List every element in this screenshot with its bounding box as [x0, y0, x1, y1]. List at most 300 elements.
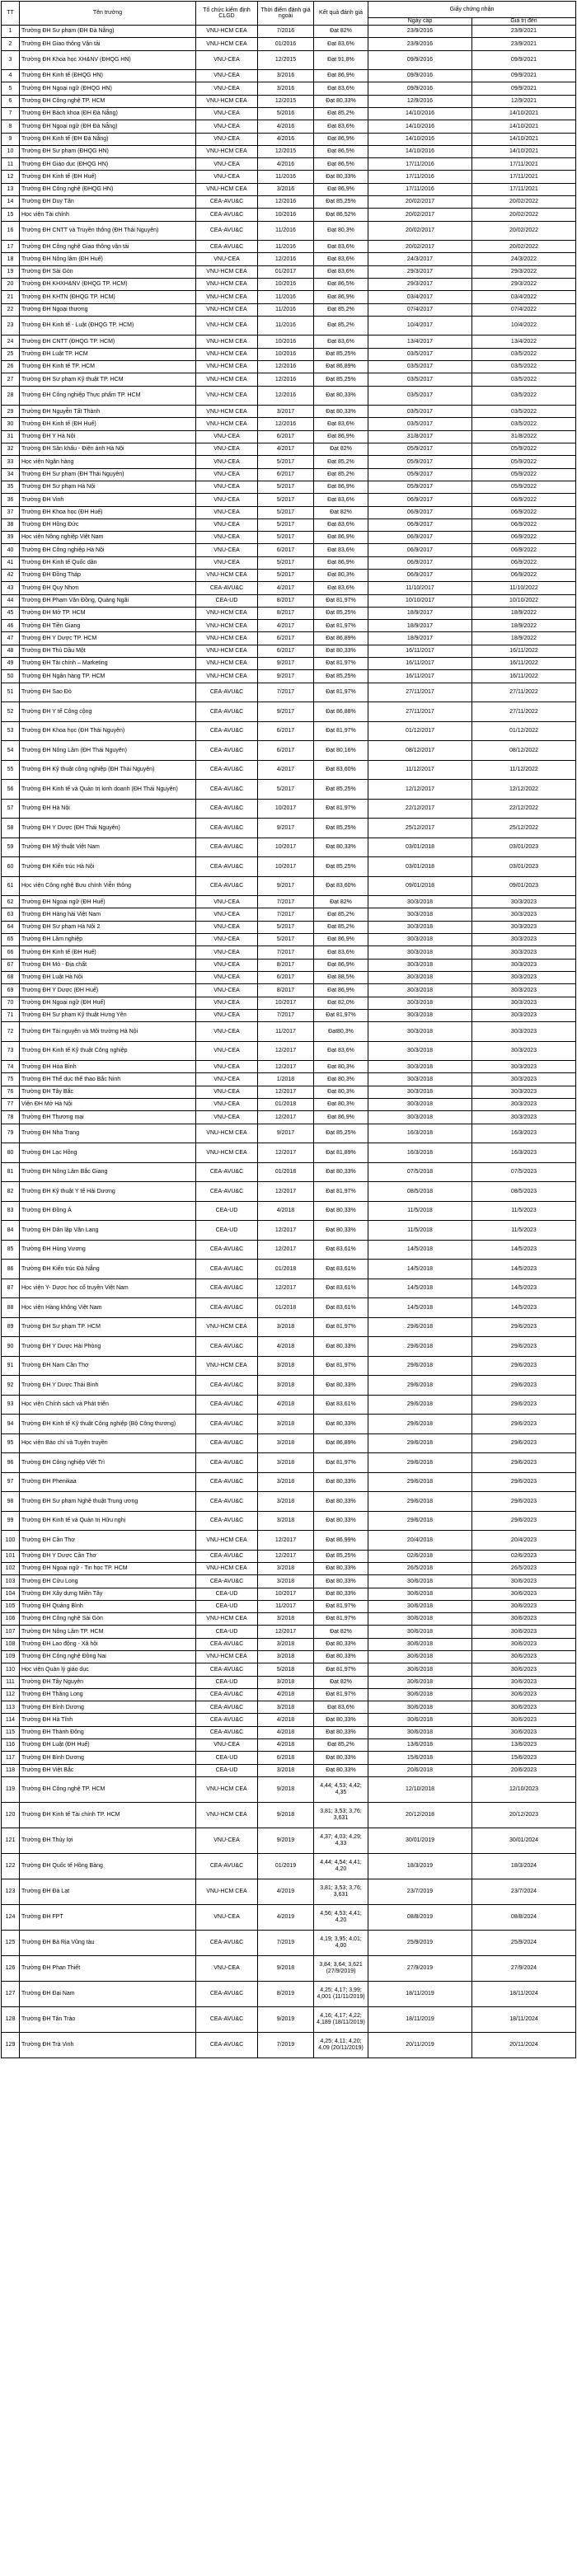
valid-until-cell: 18/9/2022: [472, 632, 576, 645]
accreditation-org-cell: VNU-HCM CEA: [196, 145, 258, 157]
evaluation-time-cell: 3/2018: [258, 1764, 314, 1776]
issue-date-cell: 14/5/2018: [368, 1298, 472, 1318]
table-row: [2, 1061, 576, 1073]
table-row: [2, 1562, 576, 1574]
evaluation-result-cell: Đạt 83,6%: [314, 946, 368, 959]
evaluation-result-cell: Đạt 85,25%: [314, 780, 368, 800]
evaluation-result-cell: Đạt 80,33%: [314, 1201, 368, 1221]
valid-until-cell: 03/5/2022: [472, 348, 576, 360]
evaluation-time-cell: 01/2018: [258, 1298, 314, 1318]
evaluation-result-cell: Đạt 85,25%: [314, 1124, 368, 1143]
evaluation-time-cell: 12/2016: [258, 386, 314, 406]
valid-until-cell: 16/3/2023: [472, 1143, 576, 1163]
valid-until-cell: 16/3/2023: [472, 1124, 576, 1143]
issue-date-cell: 08/5/2018: [368, 1182, 472, 1202]
issue-date-cell: 03/5/2017: [368, 406, 472, 418]
evaluation-time-cell: 01/2016: [258, 38, 314, 50]
valid-until-cell: 11/5/2023: [472, 1201, 576, 1221]
school-name-cell: Trường ĐH Hà Tĩnh: [20, 1714, 196, 1726]
issue-date-cell: 29/6/2018: [368, 1356, 472, 1376]
accreditation-org-cell: CEA-UD: [196, 1626, 258, 1638]
accreditation-org-cell: VNU-CEA: [196, 518, 258, 531]
school-name-cell: Trường ĐH Tiền Giang: [20, 620, 196, 632]
header-name: Tên trường: [20, 2, 196, 26]
issue-date-cell: 22/12/2017: [368, 799, 472, 819]
evaluation-time-cell: 3/2016: [258, 70, 314, 82]
evaluation-time-cell: 11/2017: [258, 1022, 314, 1042]
school-name-cell: Trường ĐH FPT: [20, 1904, 196, 1930]
accreditation-org-cell: VNU-CEA: [196, 1099, 258, 1111]
evaluation-result-cell: Đạt 81,97%: [314, 683, 368, 702]
row-number-cell: 48: [2, 645, 20, 657]
row-number-cell: 4: [2, 70, 20, 82]
accreditation-org-cell: CEA-UD: [196, 1676, 258, 1688]
issue-date-cell: 20/02/2017: [368, 209, 472, 221]
row-number-cell: 51: [2, 683, 20, 702]
issue-date-cell: 29/6/2018: [368, 1511, 472, 1531]
issue-date-cell: 29/6/2018: [368, 1492, 472, 1512]
evaluation-result-cell: Đạt 86,5%: [314, 158, 368, 171]
accreditation-org-cell: CEA-AVU&C: [196, 1453, 258, 1473]
table-row: [2, 799, 576, 819]
school-name-cell: Trường ĐH Kỹ thuật công nghiệp (ĐH Thái Nguyên): [20, 760, 196, 780]
valid-until-cell: 23/9/2021: [472, 26, 576, 38]
valid-until-cell: 06/9/2022: [472, 556, 576, 569]
evaluation-result-cell: Đạt 80,33%: [314, 1726, 368, 1738]
table-row: [2, 279, 576, 291]
valid-until-cell: 07/4/2022: [472, 303, 576, 316]
valid-until-cell: 13/6/2023: [472, 1739, 576, 1752]
evaluation-time-cell: 4/2019: [258, 1879, 314, 1904]
school-name-cell: Trường ĐH Đà Lạt: [20, 1879, 196, 1904]
accreditation-org-cell: VNU-CEA: [196, 934, 258, 946]
evaluation-result-cell: Đạt 86,9%: [314, 430, 368, 443]
row-number-cell: 22: [2, 303, 20, 316]
evaluation-result-cell: Đạt 85,25%: [314, 348, 368, 360]
row-number-cell: 87: [2, 1279, 20, 1298]
row-number-cell: 89: [2, 1317, 20, 1337]
valid-until-cell: 30/3/2023: [472, 971, 576, 983]
evaluation-time-cell: 6/2018: [258, 1752, 314, 1764]
row-number-cell: 50: [2, 670, 20, 683]
valid-until-cell: 29/6/2023: [472, 1472, 576, 1492]
evaluation-time-cell: 6/2017: [258, 544, 314, 556]
issue-date-cell: 07/5/2018: [368, 1162, 472, 1182]
table-row: [2, 1162, 576, 1182]
accreditation-org-cell: VNU-HCM CEA: [196, 386, 258, 406]
evaluation-time-cell: 12/2017: [258, 1626, 314, 1638]
issue-date-cell: 29/3/2017: [368, 265, 472, 278]
table-row: [2, 183, 576, 195]
valid-until-cell: 09/9/2021: [472, 82, 576, 95]
valid-until-cell: 11/10/2022: [472, 582, 576, 594]
evaluation-result-cell: Đạt 81,97%: [314, 1600, 368, 1612]
row-number-cell: 129: [2, 2032, 20, 2058]
valid-until-cell: 03/5/2022: [472, 386, 576, 406]
issue-date-cell: 06/9/2017: [368, 518, 472, 531]
issue-date-cell: 14/10/2016: [368, 120, 472, 133]
table-row: [2, 1086, 576, 1098]
evaluation-time-cell: 11/2016: [258, 316, 314, 335]
row-number-cell: 64: [2, 921, 20, 933]
evaluation-time-cell: 3/2018: [258, 1562, 314, 1574]
issue-date-cell: 29/6/2018: [368, 1337, 472, 1357]
school-name-cell: Trường ĐH Ngoại ngữ (ĐH Huế): [20, 896, 196, 908]
table-row: [2, 984, 576, 997]
valid-until-cell: 20/6/2023: [472, 1764, 576, 1776]
issue-date-cell: 30/6/2018: [368, 1613, 472, 1626]
table-row: [2, 145, 576, 157]
evaluation-time-cell: 5/2017: [258, 569, 314, 581]
row-number-cell: 84: [2, 1221, 20, 1241]
valid-until-cell: 30/6/2023: [472, 1676, 576, 1688]
evaluation-time-cell: 3/2018: [258, 1492, 314, 1512]
issue-date-cell: 29/6/2018: [368, 1415, 472, 1434]
valid-until-cell: 01/12/2022: [472, 721, 576, 741]
accreditation-org-cell: VNU-HCM CEA: [196, 373, 258, 386]
issue-date-cell: 20/6/2018: [368, 1764, 472, 1776]
row-number-cell: 42: [2, 569, 20, 581]
school-name-cell: Học viện Tài chính: [20, 209, 196, 221]
school-name-cell: Học viện Y- Dược học cổ truyền Việt Nam: [20, 1279, 196, 1298]
issue-date-cell: 20/4/2018: [368, 1531, 472, 1551]
table-row: [2, 335, 576, 348]
valid-until-cell: 29/6/2023: [472, 1376, 576, 1396]
table-row: [2, 896, 576, 908]
evaluation-time-cell: 5/2017: [258, 556, 314, 569]
evaluation-time-cell: 7/2017: [258, 896, 314, 908]
evaluation-time-cell: 01/2018: [258, 1099, 314, 1111]
row-number-cell: 118: [2, 1764, 20, 1776]
valid-until-cell: 14/5/2023: [472, 1298, 576, 1318]
row-number-cell: 14: [2, 196, 20, 209]
evaluation-result-cell: Đạt 80,33%: [314, 406, 368, 418]
school-name-cell: Trường ĐH Luật Hà Nội: [20, 971, 196, 983]
evaluation-result-cell: Đạt 81,97%: [314, 1317, 368, 1337]
row-number-cell: 74: [2, 1061, 20, 1073]
evaluation-time-cell: 9/2018: [258, 1776, 314, 1802]
table-row: [2, 1472, 576, 1492]
evaluation-result-cell: Đạt 81,97%: [314, 1182, 368, 1202]
evaluation-result-cell: 4,25; 4,11; 4,20; 4,09 (20/11/2019): [314, 2032, 368, 2058]
table-row: [2, 26, 576, 38]
valid-until-cell: 05/9/2022: [472, 456, 576, 468]
valid-until-cell: 30/3/2023: [472, 959, 576, 971]
table-row: [2, 209, 576, 221]
evaluation-result-cell: Đạt 85,25%: [314, 857, 368, 877]
table-row: [2, 241, 576, 253]
issue-date-cell: 14/5/2018: [368, 1260, 472, 1279]
school-name-cell: Trường ĐH Luật TP. HCM: [20, 348, 196, 360]
issue-date-cell: 29/6/2018: [368, 1472, 472, 1492]
row-number-cell: 32: [2, 443, 20, 456]
issue-date-cell: 12/9/2016: [368, 95, 472, 107]
row-number-cell: 23: [2, 316, 20, 335]
row-number-cell: 9: [2, 133, 20, 145]
valid-until-cell: 05/9/2022: [472, 468, 576, 481]
row-number-cell: 124: [2, 1904, 20, 1930]
accreditation-org-cell: VNU-HCM CEA: [196, 1879, 258, 1904]
evaluation-time-cell: 10/2017: [258, 799, 314, 819]
accreditation-org-cell: VNU-HCM CEA: [196, 265, 258, 278]
issue-date-cell: 05/9/2017: [368, 443, 472, 456]
school-name-cell: Trường ĐH Đồng Tháp: [20, 569, 196, 581]
row-number-cell: 33: [2, 456, 20, 468]
school-name-cell: Trường ĐH Dân lập Văn Lang: [20, 1221, 196, 1241]
school-name-cell: Trường ĐH Công nghệ TP. HCM: [20, 95, 196, 107]
table-row: [2, 171, 576, 183]
accreditation-org-cell: CEA-AVU&C: [196, 1638, 258, 1650]
row-number-cell: 102: [2, 1562, 20, 1574]
table-row: [2, 1143, 576, 1163]
row-number-cell: 70: [2, 997, 20, 1009]
row-number-cell: 28: [2, 386, 20, 406]
row-number-cell: 5: [2, 82, 20, 95]
table-row: [2, 1752, 576, 1764]
issue-date-cell: 30/3/2018: [368, 921, 472, 933]
school-name-cell: Trường ĐH Sư phạm (ĐH Thái Nguyên): [20, 468, 196, 481]
row-number-cell: 98: [2, 1492, 20, 1512]
issue-date-cell: 16/3/2018: [368, 1124, 472, 1143]
evaluation-time-cell: 9/2017: [258, 702, 314, 722]
evaluation-time-cell: 3/2018: [258, 1638, 314, 1650]
evaluation-time-cell: 12/2017: [258, 1279, 314, 1298]
school-name-cell: Trường ĐH Ngoại ngữ (ĐH Huế): [20, 997, 196, 1009]
evaluation-time-cell: 9/2017: [258, 876, 314, 896]
accreditation-org-cell: CEA-AVU&C: [196, 1726, 258, 1738]
evaluation-result-cell: Đạt 85,2%: [314, 107, 368, 120]
evaluation-result-cell: Đạt 80,33%: [314, 386, 368, 406]
row-number-cell: 101: [2, 1550, 20, 1562]
issue-date-cell: 30/3/2018: [368, 997, 472, 1009]
evaluation-time-cell: 3/2016: [258, 82, 314, 95]
evaluation-result-cell: Đạt 80,33%: [314, 1650, 368, 1663]
table-row: [2, 1317, 576, 1337]
table-row: [2, 443, 576, 456]
issue-date-cell: 05/9/2017: [368, 481, 472, 493]
evaluation-time-cell: 11/2016: [258, 291, 314, 303]
row-number-cell: 85: [2, 1240, 20, 1260]
evaluation-result-cell: Đạt 81,97%: [314, 620, 368, 632]
accreditation-org-cell: VNU-CEA: [196, 959, 258, 971]
issue-date-cell: 11/12/2017: [368, 760, 472, 780]
table-row: [2, 607, 576, 619]
row-number-cell: 7: [2, 107, 20, 120]
row-number-cell: 21: [2, 291, 20, 303]
evaluation-result-cell: Đạt 80,3%: [314, 1073, 368, 1086]
issue-date-cell: 06/9/2017: [368, 556, 472, 569]
row-number-cell: 12: [2, 171, 20, 183]
issue-date-cell: 30/6/2018: [368, 1588, 472, 1600]
table-row: [2, 532, 576, 544]
evaluation-time-cell: 3/2018: [258, 1453, 314, 1473]
school-name-cell: Trường ĐH Kinh tế (ĐH Huế): [20, 946, 196, 959]
school-name-cell: Trường ĐH Trà Vinh: [20, 2032, 196, 2058]
evaluation-result-cell: Đạt 83,6%: [314, 253, 368, 265]
row-number-cell: 43: [2, 582, 20, 594]
row-number-cell: 95: [2, 1433, 20, 1453]
table-row: [2, 291, 576, 303]
evaluation-time-cell: 9/2017: [258, 819, 314, 838]
table-row: [2, 1279, 576, 1298]
accreditation-org-cell: VNU-HCM CEA: [196, 361, 258, 373]
row-number-cell: 94: [2, 1415, 20, 1434]
issue-date-cell: 30/3/2018: [368, 1073, 472, 1086]
table-row: [2, 494, 576, 506]
school-name-cell: Trường ĐH Lao động - Xã hội: [20, 1638, 196, 1650]
table-row: [2, 971, 576, 983]
accreditation-org-cell: CEA-AVU&C: [196, 760, 258, 780]
issue-date-cell: 16/11/2017: [368, 645, 472, 657]
row-number-cell: 29: [2, 406, 20, 418]
issue-date-cell: 18/9/2017: [368, 632, 472, 645]
school-name-cell: Trường ĐH Cửu Long: [20, 1575, 196, 1588]
evaluation-result-cell: Đạt 80,33%: [314, 1638, 368, 1650]
evaluation-result-cell: Đạt 83,6%: [314, 82, 368, 95]
valid-until-cell: 30/6/2023: [472, 1626, 576, 1638]
table-row: [2, 430, 576, 443]
evaluation-result-cell: Đạt 80,33%: [314, 1575, 368, 1588]
accreditation-org-cell: VNU-CEA: [196, 171, 258, 183]
evaluation-result-cell: 3,84; 3,64; 3,621 (27/9/2019): [314, 1955, 368, 1981]
issue-date-cell: 11/5/2018: [368, 1221, 472, 1241]
row-number-cell: 6: [2, 95, 20, 107]
issue-date-cell: 17/11/2016: [368, 183, 472, 195]
school-name-cell: Trường ĐH Hòa Bình: [20, 1061, 196, 1073]
school-name-cell: Trường ĐH Y Hà Nội: [20, 430, 196, 443]
header-valid-until: Giá trị đến: [472, 18, 576, 26]
valid-until-cell: 09/9/2021: [472, 70, 576, 82]
table-row: [2, 1802, 576, 1828]
accreditation-table: [1, 1, 576, 2058]
issue-date-cell: 08/8/2019: [368, 1904, 472, 1930]
accreditation-org-cell: VNU-CEA: [196, 556, 258, 569]
valid-until-cell: 08/12/2022: [472, 741, 576, 761]
issue-date-cell: 03/01/2018: [368, 838, 472, 857]
issue-date-cell: 20/02/2017: [368, 196, 472, 209]
valid-until-cell: 30/3/2023: [472, 1086, 576, 1098]
accreditation-org-cell: VNU-CEA: [196, 908, 258, 921]
row-number-cell: 71: [2, 1009, 20, 1021]
evaluation-result-cell: Đạt 86,9%: [314, 291, 368, 303]
evaluation-result-cell: Đạt 81,97%: [314, 1613, 368, 1626]
evaluation-time-cell: 7/2017: [258, 946, 314, 959]
row-number-cell: 68: [2, 971, 20, 983]
accreditation-org-cell: VNU-HCM CEA: [196, 1317, 258, 1337]
evaluation-time-cell: 3/2018: [258, 1575, 314, 1588]
valid-until-cell: 12/9/2021: [472, 95, 576, 107]
evaluation-time-cell: 10/2017: [258, 997, 314, 1009]
school-name-cell: Trường ĐH Giáo dục (ĐHQG HN): [20, 158, 196, 171]
valid-until-cell: 07/5/2023: [472, 1162, 576, 1182]
evaluation-time-cell: 5/2017: [258, 934, 314, 946]
valid-until-cell: 29/6/2023: [472, 1511, 576, 1531]
table-row: [2, 1415, 576, 1434]
school-name-cell: Trường ĐH Cần Thơ: [20, 1531, 196, 1551]
issue-date-cell: 30/3/2018: [368, 908, 472, 921]
row-number-cell: 26: [2, 361, 20, 373]
valid-until-cell: 20/02/2022: [472, 209, 576, 221]
row-number-cell: 97: [2, 1472, 20, 1492]
evaluation-time-cell: 11/2016: [258, 241, 314, 253]
evaluation-result-cell: Đạt 80,33%: [314, 1376, 368, 1396]
issue-date-cell: 25/12/2017: [368, 819, 472, 838]
evaluation-time-cell: 3/2018: [258, 1676, 314, 1688]
evaluation-time-cell: 3/2018: [258, 1650, 314, 1663]
evaluation-time-cell: 3/2018: [258, 1472, 314, 1492]
accreditation-org-cell: VNU-HCM CEA: [196, 1356, 258, 1376]
row-number-cell: 103: [2, 1575, 20, 1588]
school-name-cell: Trường ĐH Hùng Vương: [20, 1240, 196, 1260]
issue-date-cell: 30/3/2018: [368, 984, 472, 997]
evaluation-result-cell: Đạt 86,9%: [314, 70, 368, 82]
valid-until-cell: 20/02/2022: [472, 241, 576, 253]
row-number-cell: 1: [2, 26, 20, 38]
table-row: [2, 1726, 576, 1738]
evaluation-time-cell: 7/2019: [258, 2032, 314, 2058]
accreditation-org-cell: VNU-CEA: [196, 253, 258, 265]
row-number-cell: 62: [2, 896, 20, 908]
table-row: [2, 741, 576, 761]
table-row: [2, 348, 576, 360]
accreditation-org-cell: VNU-CEA: [196, 481, 258, 493]
evaluation-time-cell: 9/2017: [258, 658, 314, 670]
evaluation-time-cell: 3/2018: [258, 1317, 314, 1337]
accreditation-org-cell: VNU-HCM CEA: [196, 303, 258, 316]
row-number-cell: 65: [2, 934, 20, 946]
accreditation-org-cell: CEA-AVU&C: [196, 1376, 258, 1396]
issue-date-cell: 03/5/2017: [368, 348, 472, 360]
row-number-cell: 40: [2, 544, 20, 556]
row-number-cell: 80: [2, 1143, 20, 1163]
evaluation-time-cell: 01/2018: [258, 1162, 314, 1182]
table-row: [2, 196, 576, 209]
school-name-cell: Trường ĐH Phạm Văn Đồng, Quảng Ngãi: [20, 594, 196, 607]
accreditation-org-cell: CEA-AVU&C: [196, 241, 258, 253]
school-name-cell: Trường ĐH Phan Thiết: [20, 1955, 196, 1981]
accreditation-org-cell: VNU-HCM CEA: [196, 1143, 258, 1163]
evaluation-time-cell: 3/2018: [258, 1376, 314, 1396]
valid-until-cell: 27/11/2022: [472, 702, 576, 722]
table-row: [2, 361, 576, 373]
issue-date-cell: 29/6/2018: [368, 1317, 472, 1337]
valid-until-cell: 30/3/2023: [472, 908, 576, 921]
school-name-cell: Học viện Báo chí và Tuyên truyền: [20, 1433, 196, 1453]
table-row: [2, 1955, 576, 1981]
row-number-cell: 15: [2, 209, 20, 221]
accreditation-org-cell: VNU-CEA: [196, 1041, 258, 1061]
table-body: [2, 26, 576, 2058]
evaluation-result-cell: Đạt 82%: [314, 1676, 368, 1688]
valid-until-cell: 30/6/2023: [472, 1688, 576, 1701]
issue-date-cell: 03/4/2017: [368, 291, 472, 303]
valid-until-cell: 30/3/2023: [472, 997, 576, 1009]
evaluation-time-cell: 8/2017: [258, 959, 314, 971]
evaluation-time-cell: 3/2018: [258, 1433, 314, 1453]
row-number-cell: 121: [2, 1828, 20, 1853]
accreditation-org-cell: VNU-CEA: [196, 82, 258, 95]
row-number-cell: 16: [2, 221, 20, 241]
row-number-cell: 128: [2, 2006, 20, 2032]
evaluation-result-cell: 3,81; 3,53; 3,76; 3,631: [314, 1802, 368, 1828]
table-row: [2, 95, 576, 107]
evaluation-result-cell: Đạt 85,25%: [314, 607, 368, 619]
evaluation-result-cell: Đạt 81,97%: [314, 721, 368, 741]
valid-until-cell: 30/6/2023: [472, 1726, 576, 1738]
school-name-cell: Trường ĐH Kinh tế Quốc dân: [20, 556, 196, 569]
accreditation-org-cell: VNU-CEA: [196, 70, 258, 82]
school-name-cell: Trường ĐH Tây Nguyên: [20, 1676, 196, 1688]
